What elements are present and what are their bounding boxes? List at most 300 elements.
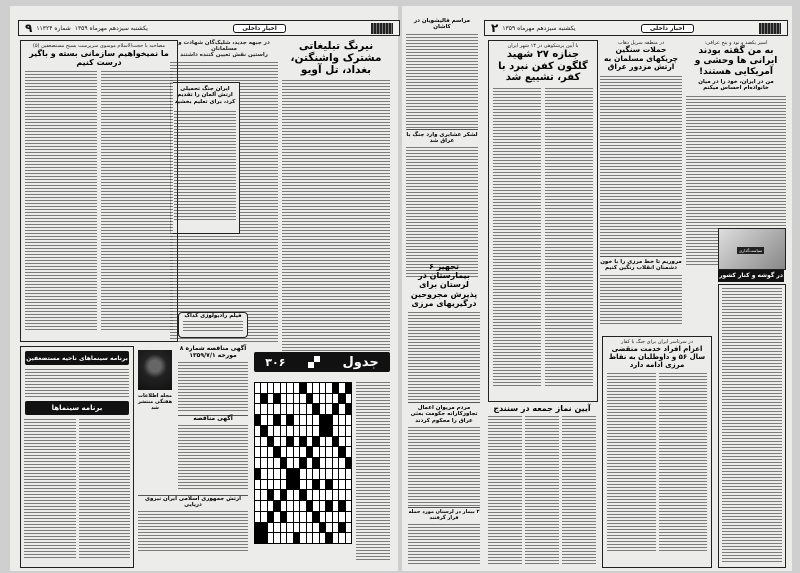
crossword-cell[interactable] — [255, 533, 260, 543]
headline: مراسم فالیشویان در کاشان — [413, 18, 471, 31]
crossword-cell[interactable] — [313, 447, 318, 457]
crossword-cell[interactable] — [261, 523, 266, 533]
crossword-cell[interactable] — [326, 447, 331, 457]
article-body — [525, 416, 559, 566]
crossword-cell[interactable] — [333, 501, 338, 511]
headline: جنازه ۲۷ شهید گلگون کفن نبرد با کفر، تشییع شد — [498, 49, 588, 83]
crossword-cell[interactable] — [339, 415, 344, 425]
crossword-cell[interactable] — [274, 523, 279, 533]
crossword-cell[interactable] — [313, 383, 318, 393]
crossword-cell[interactable] — [268, 383, 273, 393]
crossword-cell[interactable] — [313, 480, 318, 490]
crossword-cell[interactable] — [268, 533, 273, 543]
crossword-cell[interactable] — [287, 523, 292, 533]
date-text: یکشنبه سیزدهم مهرماه ۱۳۵۹ — [502, 24, 576, 32]
ad-body — [138, 511, 248, 551]
article-martyrs — [488, 40, 598, 402]
article-friday-prayer — [488, 404, 596, 566]
crossword-cell[interactable] — [339, 523, 344, 533]
crossword-cell[interactable] — [294, 415, 299, 425]
crossword-cell[interactable] — [261, 480, 266, 490]
crossword-cell[interactable] — [268, 426, 273, 436]
crossword-cell[interactable] — [294, 469, 299, 479]
article-columns — [607, 373, 707, 553]
crossword-cell[interactable] — [281, 394, 286, 404]
crossword-cell[interactable] — [333, 490, 338, 500]
crossword-cell[interactable] — [274, 394, 279, 404]
crossword-cell[interactable] — [255, 394, 260, 404]
crossword-cell[interactable] — [339, 512, 344, 522]
crossword-cell[interactable] — [307, 458, 312, 468]
crossword-cell[interactable] — [326, 404, 331, 414]
crossword-cell[interactable] — [261, 512, 266, 522]
crossword-cell[interactable] — [281, 490, 286, 500]
article-body — [545, 88, 593, 388]
headline: ایران جنگ تحمیلی ارتش آلمان را تقدیم کرد، برای تعلیم بخشید — [174, 86, 236, 105]
crossword-cell[interactable] — [281, 458, 286, 468]
crossword-cell[interactable] — [287, 533, 292, 543]
crossword-cell[interactable] — [287, 404, 292, 414]
crossword-cell[interactable] — [307, 469, 312, 479]
crossword-cell[interactable] — [274, 426, 279, 436]
crossword-cell[interactable] — [274, 501, 279, 511]
graphic-label: سیاست‌گذاری — [739, 248, 763, 253]
portrait-photo — [138, 350, 172, 390]
crossword-cell[interactable] — [313, 458, 318, 468]
crossword-cell[interactable] — [346, 523, 351, 533]
crossword-cell[interactable] — [307, 533, 312, 543]
crossword-cell[interactable] — [307, 383, 312, 393]
crossword-cell[interactable] — [268, 480, 273, 490]
crossword-cell[interactable] — [274, 437, 279, 447]
crossword-cell[interactable] — [281, 469, 286, 479]
crossword-cell[interactable] — [333, 512, 338, 522]
crossword-cell[interactable] — [294, 447, 299, 457]
crossword-cell[interactable] — [333, 523, 338, 533]
crossword-cell[interactable] — [320, 383, 325, 393]
crossword-cell[interactable] — [261, 533, 266, 543]
crossword-cell[interactable] — [294, 383, 299, 393]
crossword-cell[interactable] — [346, 490, 351, 500]
crossword-cell[interactable] — [300, 501, 305, 511]
ad-body — [178, 362, 248, 412]
crossword-cell[interactable] — [346, 480, 351, 490]
crossword-cell[interactable] — [255, 512, 260, 522]
crossword-cell[interactable] — [255, 458, 260, 468]
crossword-cell[interactable] — [326, 523, 331, 533]
kicker: مصاحبه با حجت‌الاسلام موسوی سرپرست بسیج مستضعفین (۵) — [32, 43, 166, 49]
crossword-cell[interactable] — [307, 490, 312, 500]
headline: اعزام افراد خدمت منقضی سال ۵۶ و داوطلبان به نقاط مرزی ادامه دارد — [608, 345, 706, 370]
crossword-cell[interactable] — [261, 458, 266, 468]
crossword-cell[interactable] — [294, 458, 299, 468]
crossword-clues — [356, 382, 390, 562]
crossword-cell[interactable] — [268, 501, 273, 511]
article-columns — [488, 416, 596, 566]
crossword-cell[interactable] — [333, 415, 338, 425]
crossword-cell[interactable] — [300, 447, 305, 457]
crossword-cell[interactable] — [307, 512, 312, 522]
cinema-program-banner: برنامه سینماها — [25, 401, 129, 415]
crossword-cell[interactable] — [268, 394, 273, 404]
crossword-cell[interactable] — [346, 501, 351, 511]
crossword-cell[interactable] — [255, 447, 260, 457]
country-news-graphic — [718, 228, 786, 270]
crossword-cell[interactable] — [333, 437, 338, 447]
crossword-cell[interactable] — [300, 469, 305, 479]
crossword-cell[interactable] — [326, 480, 331, 490]
crossword-cell[interactable] — [287, 458, 292, 468]
crossword-cell[interactable] — [274, 458, 279, 468]
kicker: در جبهه جدید، شلیک‌گان شهادت و مسلمانان — [178, 40, 270, 52]
crossword-cell[interactable] — [261, 501, 266, 511]
page-number: ۹ — [25, 21, 33, 35]
crossword-cell[interactable] — [307, 437, 312, 447]
crossword-cell[interactable] — [320, 437, 325, 447]
crossword-cell[interactable] — [255, 490, 260, 500]
crossword-cell[interactable] — [346, 415, 351, 425]
crossword-cell[interactable] — [339, 437, 344, 447]
army-headline: لشکر عشایری وارد جنگ با عراق شد — [406, 129, 478, 145]
article-body — [722, 288, 782, 562]
crossword-cell[interactable] — [300, 426, 305, 436]
crossword-cell[interactable] — [261, 426, 266, 436]
crossword-cell[interactable] — [346, 512, 351, 522]
crossword-cell[interactable] — [261, 490, 266, 500]
crossword-cell[interactable] — [307, 523, 312, 533]
crossword-cell[interactable] — [333, 480, 338, 490]
crossword-cell[interactable] — [287, 383, 292, 393]
crossword-cell[interactable] — [313, 437, 318, 447]
crossword-cell[interactable] — [268, 458, 273, 468]
crossword-cell[interactable] — [294, 512, 299, 522]
crossword-cell[interactable] — [274, 490, 279, 500]
crossword-cell[interactable] — [274, 469, 279, 479]
crossword-cell[interactable] — [261, 394, 266, 404]
crossword-cell[interactable] — [307, 404, 312, 414]
headline: آیین نماز جمعه در سنندج — [493, 404, 591, 413]
crossword-grid[interactable] — [254, 382, 352, 544]
ad2-title: آگهی مناقصه — [178, 415, 248, 423]
magazine-notice: مجله اطلاعات هفتگی منتشر شد — [137, 393, 173, 411]
crossword-cell[interactable] — [333, 533, 338, 543]
listing-columns — [24, 419, 130, 559]
crossword-cell[interactable] — [313, 469, 318, 479]
article-columns — [25, 71, 173, 331]
crossword-cell[interactable] — [346, 533, 351, 543]
crossword-cell[interactable] — [300, 415, 305, 425]
crossword-cell[interactable] — [300, 512, 305, 522]
crossword-cell[interactable] — [346, 426, 351, 436]
crossword-cell[interactable] — [339, 458, 344, 468]
crossword-cell[interactable] — [268, 490, 273, 500]
crossword-cell[interactable] — [326, 501, 331, 511]
crossword-cell[interactable] — [326, 512, 331, 522]
date-text: یکشنبه سیزدهم مهرماه ۱۳۵۹ — [74, 24, 148, 32]
crossword-cell[interactable] — [255, 437, 260, 447]
crossword-cell[interactable] — [287, 490, 292, 500]
crossword-grid-icon — [308, 356, 320, 368]
crossword-cell[interactable] — [281, 501, 286, 511]
crossword — [254, 352, 390, 566]
article-hospitals — [408, 262, 480, 564]
crossword-cell[interactable] — [281, 480, 286, 490]
crossword-cell[interactable] — [307, 480, 312, 490]
crossword-cell[interactable] — [300, 383, 305, 393]
country-news-text — [718, 284, 786, 568]
crossword-cell[interactable] — [294, 437, 299, 447]
crossword-cell[interactable] — [274, 415, 279, 425]
crossword-cell[interactable] — [281, 437, 286, 447]
crossword-cell[interactable] — [255, 469, 260, 479]
mariwan-headline: مردم مریوان اعمال تجاوزکارانه حکومت بعثی عراق را محکوم کردند — [408, 402, 480, 424]
crossword-cell[interactable] — [339, 426, 344, 436]
crossword-cell[interactable] — [339, 383, 344, 393]
crossword-cell[interactable] — [300, 523, 305, 533]
kicker: اسیر یکصد و نود و پنج عراقی: — [704, 40, 768, 46]
crossword-cell[interactable] — [268, 523, 273, 533]
article-interview — [20, 40, 178, 342]
subhead: من در ایران، خود را در میان خانواده‌ام احساس میکنم — [698, 79, 774, 92]
crossword-cell[interactable] — [326, 383, 331, 393]
crossword-cell[interactable] — [346, 437, 351, 447]
crossword-cell[interactable] — [326, 533, 331, 543]
crossword-cell[interactable] — [320, 458, 325, 468]
crossword-cell[interactable] — [287, 447, 292, 457]
crossword-cell[interactable] — [287, 437, 292, 447]
article-body — [408, 312, 480, 402]
crossword-cell[interactable] — [287, 426, 292, 436]
crossword-cell[interactable] — [268, 404, 273, 414]
crossword-cell[interactable] — [294, 501, 299, 511]
crossword-cell[interactable] — [268, 415, 273, 425]
headline: تجهیز ۶ بیمارستان در لرستان برای پذیرش مجروحین درگیریهای مرزی — [410, 262, 478, 308]
crossword-cell[interactable] — [281, 383, 286, 393]
page-header — [484, 20, 788, 36]
article-body — [408, 524, 480, 564]
crossword-cell[interactable] — [261, 415, 266, 425]
film-title: فیلم رادیولوژی کداک — [184, 313, 242, 319]
crossword-cell[interactable] — [274, 447, 279, 457]
crossword-cell[interactable] — [326, 394, 331, 404]
crossword-cell[interactable] — [326, 469, 331, 479]
crossword-cell[interactable] — [333, 458, 338, 468]
crossword-cell[interactable] — [320, 501, 325, 511]
crossword-cell[interactable] — [281, 523, 286, 533]
crossword-cell[interactable] — [313, 415, 318, 425]
crossword-cell[interactable] — [339, 469, 344, 479]
crossword-cell[interactable] — [313, 533, 318, 543]
crossword-cell[interactable] — [339, 404, 344, 414]
crossword-cell[interactable] — [287, 480, 292, 490]
crossword-cell[interactable] — [300, 458, 305, 468]
crossword-cell[interactable] — [274, 404, 279, 414]
crossword-cell[interactable] — [294, 480, 299, 490]
crossword-cell[interactable] — [281, 415, 286, 425]
crossword-cell[interactable] — [346, 447, 351, 457]
crossword-cell[interactable] — [320, 426, 325, 436]
crossword-cell[interactable] — [255, 480, 260, 490]
crossword-cell[interactable] — [268, 447, 273, 457]
crossword-cell[interactable] — [307, 426, 312, 436]
crossword-cell[interactable] — [333, 404, 338, 414]
crossword-cell[interactable] — [339, 447, 344, 457]
crossword-cell[interactable] — [333, 394, 338, 404]
film-box — [178, 312, 248, 338]
crossword-cell[interactable] — [294, 490, 299, 500]
crossword-cell[interactable] — [333, 469, 338, 479]
crossword-cell[interactable] — [320, 523, 325, 533]
crossword-cell[interactable] — [333, 383, 338, 393]
crossword-cell[interactable] — [339, 533, 344, 543]
border-headline: مروریم تا خط مرزی را با خون دشمنان انقلاب رنگین کنیم — [600, 256, 682, 272]
headline: حملات سنگین چریکهای مسلمان به ارتش مزدور عراق — [603, 45, 679, 72]
crossword-cell[interactable] — [320, 480, 325, 490]
crossword-cell[interactable] — [281, 447, 286, 457]
crossword-cell[interactable] — [287, 512, 292, 522]
newspaper-logo — [371, 23, 393, 34]
tv-program-banner: برنامه سینماهای ناحیه مستضعفین — [25, 351, 129, 365]
crossword-cell[interactable] — [339, 394, 344, 404]
crossword-cell[interactable] — [268, 437, 273, 447]
crossword-cell[interactable] — [287, 394, 292, 404]
crossword-cell[interactable] — [261, 469, 266, 479]
crossword-cell[interactable] — [300, 394, 305, 404]
crossword-cell[interactable] — [294, 533, 299, 543]
crossword-cell[interactable] — [255, 501, 260, 511]
crossword-cell[interactable] — [326, 426, 331, 436]
article-body — [408, 427, 480, 507]
crossword-cell[interactable] — [320, 512, 325, 522]
article-body — [562, 416, 596, 566]
article-body — [607, 373, 656, 553]
crossword-cell[interactable] — [326, 490, 331, 500]
crossword-cell[interactable] — [281, 426, 286, 436]
crossword-number: ۳۰۶ — [265, 355, 286, 369]
crossword-cell[interactable] — [300, 404, 305, 414]
crossword-cell[interactable] — [313, 404, 318, 414]
crossword-cell[interactable] — [255, 383, 260, 393]
crossword-cell[interactable] — [261, 383, 266, 393]
crossword-cell[interactable] — [313, 501, 318, 511]
crossword-cell[interactable] — [313, 394, 318, 404]
crossword-cell[interactable] — [274, 533, 279, 543]
crossword-cell[interactable] — [294, 523, 299, 533]
cinema-listings — [20, 346, 134, 568]
headline: نیرنگ تبلیغاتی مشترک واشنگتن، بغداد، تل آویو — [290, 40, 382, 77]
crossword-cell[interactable] — [346, 383, 351, 393]
crossword-cell[interactable] — [307, 447, 312, 457]
crossword-cell[interactable] — [261, 447, 266, 457]
page-header — [18, 20, 400, 36]
kicker: در سرتاسر ایران برای جنگ با کفار — [621, 339, 693, 345]
crossword-cell[interactable] — [333, 447, 338, 457]
crossword-cell[interactable] — [313, 490, 318, 500]
crossword-cell[interactable] — [287, 469, 292, 479]
article-body — [600, 76, 682, 256]
crossword-cell[interactable] — [294, 394, 299, 404]
crossword-cell[interactable] — [320, 533, 325, 543]
article-body — [488, 416, 522, 566]
article-body — [174, 111, 236, 221]
crossword-cell[interactable] — [281, 533, 286, 543]
crossword-cell[interactable] — [346, 458, 351, 468]
crossword-cell[interactable] — [320, 404, 325, 414]
crossword-cell[interactable] — [307, 415, 312, 425]
crossword-cell[interactable] — [339, 490, 344, 500]
crossword-cell[interactable] — [281, 512, 286, 522]
article-kashan — [406, 18, 478, 277]
crossword-cell[interactable] — [333, 426, 338, 436]
crossword-cell[interactable] — [268, 469, 273, 479]
crossword-cell[interactable] — [339, 480, 344, 490]
crossword-cell[interactable] — [326, 437, 331, 447]
crossword-cell[interactable] — [320, 490, 325, 500]
crossword-cell[interactable] — [320, 447, 325, 457]
crossword-cell[interactable] — [320, 394, 325, 404]
crossword-cell[interactable] — [313, 523, 318, 533]
issue-number: شماره ۱۱۳۲۴ — [36, 24, 71, 32]
article-attacks — [600, 40, 682, 325]
crossword-cell[interactable] — [326, 415, 331, 425]
article-body — [101, 71, 173, 331]
ad1-title: آگهی مناقصه شماره ۸ مورخه ۱۳۵۹/۷/۱ — [179, 345, 247, 359]
ads-column — [136, 346, 248, 566]
article-body — [600, 275, 682, 325]
page-number: ۲ — [491, 21, 499, 35]
crossword-cell[interactable] — [346, 404, 351, 414]
crossword-cell[interactable] — [287, 501, 292, 511]
crossword-cell[interactable] — [300, 437, 305, 447]
crossword-cell[interactable] — [320, 469, 325, 479]
crossword-cell[interactable] — [300, 480, 305, 490]
crossword-cell[interactable] — [268, 512, 273, 522]
article-body — [25, 71, 97, 331]
crossword-cell[interactable] — [274, 383, 279, 393]
crossword-cell[interactable] — [287, 415, 292, 425]
article-body — [406, 147, 478, 277]
crossword-cell[interactable] — [307, 394, 312, 404]
crossword-cell[interactable] — [294, 404, 299, 414]
crossword-cell[interactable] — [326, 458, 331, 468]
headline: راستین نقش تعیین کننده داشتند — [180, 52, 268, 58]
crossword-cell[interactable] — [313, 426, 318, 436]
crossword-cell[interactable] — [255, 426, 260, 436]
section-label: اخبار داخلی — [641, 24, 694, 33]
crossword-cell[interactable] — [294, 426, 299, 436]
crossword-cell[interactable] — [255, 415, 260, 425]
crossword-cell[interactable] — [281, 404, 286, 414]
crossword-cell[interactable] — [320, 415, 325, 425]
crossword-cell[interactable] — [261, 437, 266, 447]
crossword-cell[interactable] — [339, 501, 344, 511]
crossword-cell[interactable] — [300, 533, 305, 543]
date-line — [491, 21, 576, 35]
crossword-cell[interactable] — [274, 480, 279, 490]
crossword-cell[interactable] — [307, 501, 312, 511]
crossword-cell[interactable] — [255, 404, 260, 414]
crossword-cell[interactable] — [346, 469, 351, 479]
crossword-cell[interactable] — [261, 404, 266, 414]
listing-body — [79, 419, 131, 559]
crossword-cell[interactable] — [313, 512, 318, 522]
ad-body — [178, 425, 248, 489]
crossword-cell[interactable] — [300, 490, 305, 500]
crossword-cell[interactable] — [346, 394, 351, 404]
crossword-cell[interactable] — [255, 523, 260, 533]
crossword-cell[interactable] — [274, 512, 279, 522]
date-line — [25, 21, 148, 35]
